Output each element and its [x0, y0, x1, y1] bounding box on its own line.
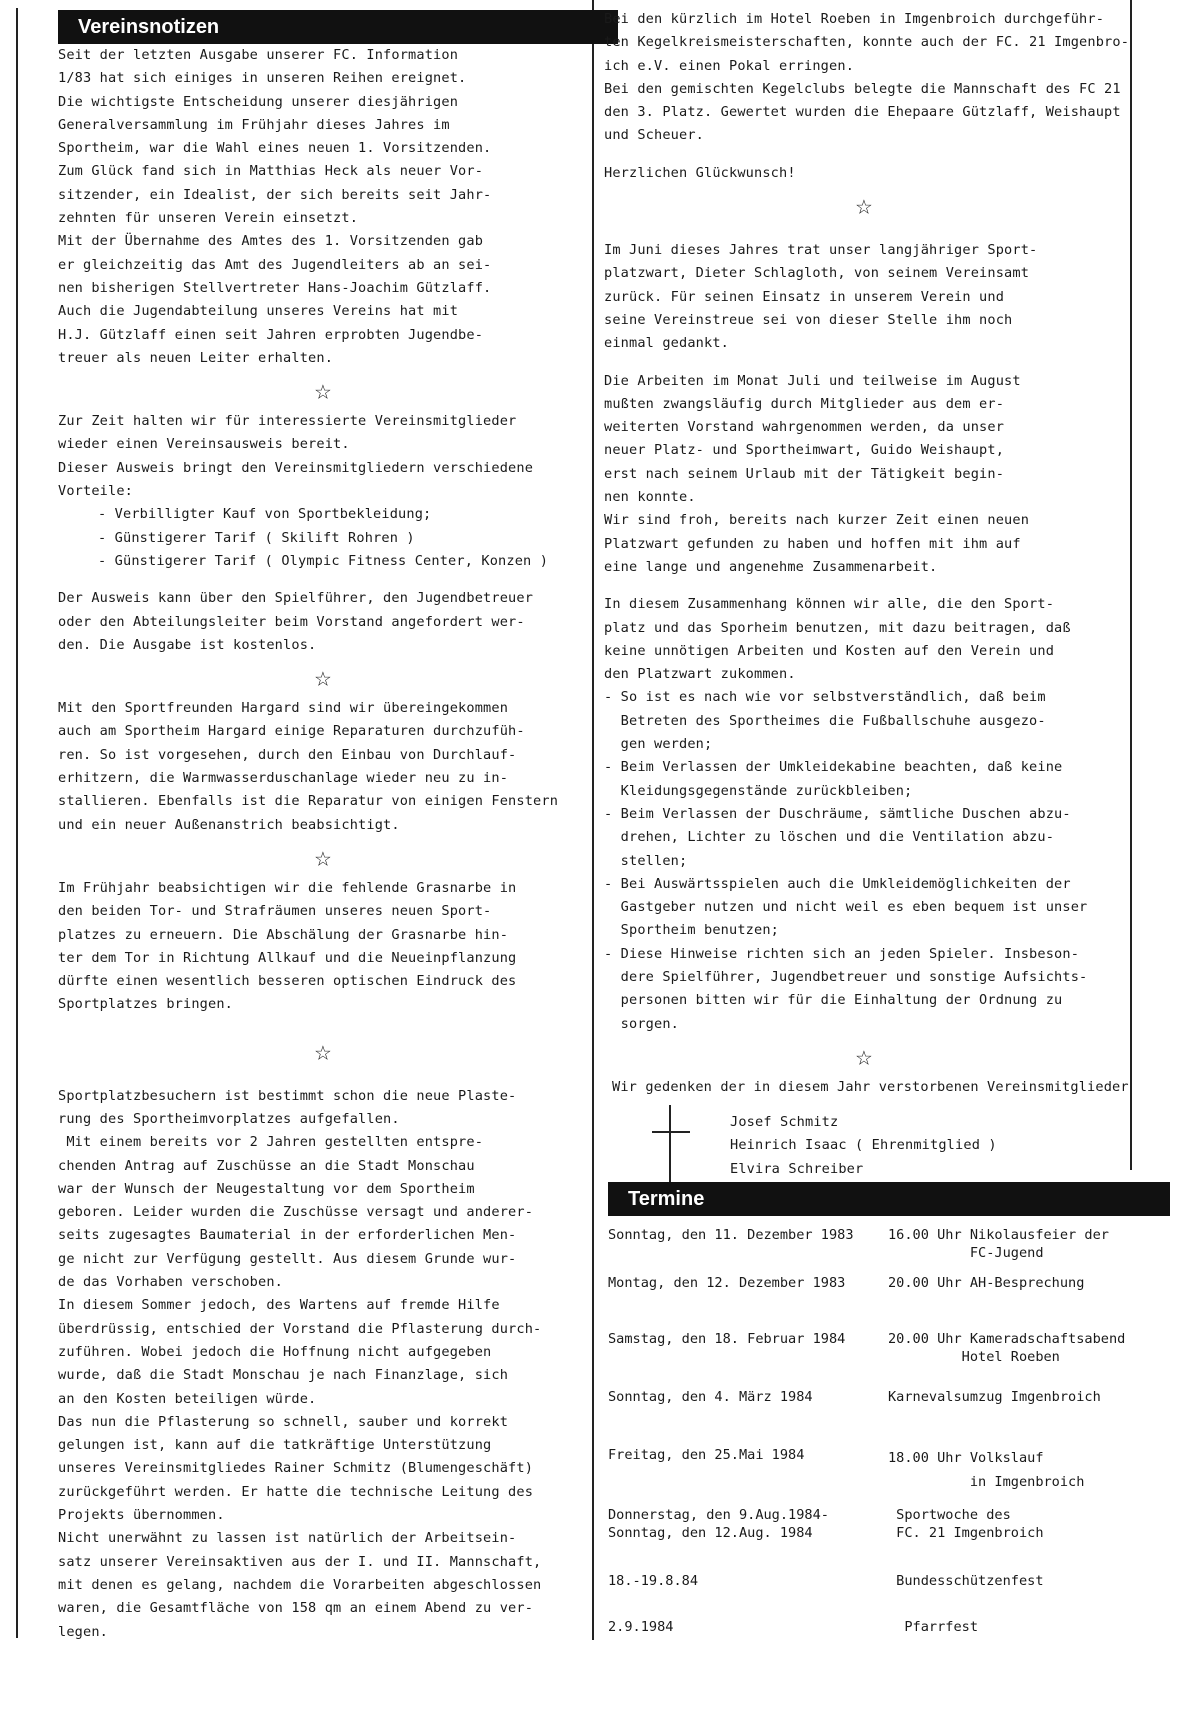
text-line: satz unserer Vereinsaktiven aus der I. und II. Mannschaft, [58, 1553, 542, 1570]
star-divider-icon: ☆ [855, 1038, 873, 1072]
text-line: platz und das Sporheim benutzen, mit dazu beitragen, daß [604, 619, 1071, 636]
termine-date: Montag, den 12. Dezember 1983 [608, 1275, 846, 1291]
text-line: überdrüssig, entschied der Vorstand die Pflasterung durch- [58, 1320, 542, 1337]
text-line: Das nun die Pflasterung so schnell, sauber und korrekt [58, 1413, 509, 1430]
text-line: Sportplatzbesuchern ist bestimmt schon die neue Plaste- [58, 1087, 517, 1104]
text-line: Im Juni dieses Jahres trat unser langjähriger Sport- [604, 242, 1038, 259]
text-line: stallieren. Ebenfalls ist die Reparatur von einigen Fenstern [58, 793, 559, 810]
text-line: Vorteile: [58, 483, 134, 500]
text-line: Projekts übernommen. [58, 1507, 225, 1524]
star-divider-icon: ☆ [314, 660, 332, 694]
termine-heading: Termine [608, 1182, 1170, 1216]
list-item: gen werden; [604, 736, 713, 753]
left-column [58, 44, 588, 1644]
text-line: mußten zwangsläufig durch Mitglieder aus dem er- [604, 395, 1005, 412]
text-line: geboren. Leider wurden die Zuschüsse versagt und anderer- [58, 1204, 534, 1221]
text-line: Mit einem bereits vor 2 Jahren gestellten entspre- [58, 1134, 484, 1151]
text-line: waren, die Gesamtfläche von 158 qm an einem Abend zu ver- [58, 1600, 534, 1617]
list-item: stellen; [604, 852, 688, 869]
list-item: - Beim Verlassen der Duschräume, sämtliche Duschen abzu- [604, 805, 1071, 822]
text-line: Die wichtigste Entscheidung unserer diesjährigen [58, 93, 459, 110]
center-column-rule [592, 0, 594, 1640]
notice-bowling-trophy [604, 8, 1130, 185]
text-line: Wir sind froh, bereits nach kurzer Zeit einen neuen [604, 512, 1030, 529]
notice-groundskeeper-retirement [604, 239, 1124, 355]
text-line: war der Wunsch der Neugestaltung vor dem Sportheim [58, 1180, 475, 1197]
text-line: seits zugesagtes Baumaterial in der erforderlichen Men- [58, 1227, 517, 1244]
right-column-rule [1130, 0, 1132, 1170]
termine-date: 18.-19.8.84 [608, 1573, 699, 1589]
list-item: - So ist es nach wie vor selbstverständlich, daß beim [604, 689, 1046, 706]
star-divider-icon: ☆ [855, 188, 873, 222]
list-item: personen bitten wir für die Einhaltung der Ordnung zu [604, 992, 1063, 1009]
text-line: ich e.V. einen Pokal erringen. [604, 57, 855, 74]
text-line: eine lange und angenehme Zusammenarbeit. [604, 558, 938, 575]
vereinsnotizen-heading: Vereinsnotizen [58, 10, 618, 44]
text-line: platzes zu erneuern. Die Abschälung der Grasnarbe hin- [58, 926, 509, 943]
memorial-intro: Wir gedenken der in diesem Jahr verstorbenen Vereinsmitglieder [612, 1078, 1129, 1095]
text-line: Sportheim, war die Wahl eines neuen 1. Vorsitzenden. [58, 140, 492, 157]
text-line: nen konnte. [604, 489, 696, 506]
list-item: Sportheim benutzen; [604, 922, 780, 939]
notice-hargard-repairs [58, 697, 588, 837]
termine-date: Samstag, den 18. Februar 1984 [608, 1331, 846, 1347]
text-line: sitzender, ein Idealist, der sich bereits seit Jahr- [58, 186, 492, 203]
star-divider-icon: ☆ [314, 1033, 332, 1067]
termine-event: 20.00 Uhr Kameradschaftsabend Hotel Roeben [888, 1331, 1126, 1365]
text-line: den Platzwart zukommen. [604, 666, 796, 683]
text-line: chenden Antrag auf Zuschüsse an die Stadt Monschau [58, 1157, 475, 1174]
termine-date: Sonntag, den 4. März 1984 [608, 1389, 813, 1405]
text-line: er gleichzeitig das Amt des Jugendleiters ab an sei- [58, 256, 492, 273]
left-column-rule [16, 8, 18, 1638]
list-item: drehen, Lichter zu löschen und die Ventilation abzu- [604, 829, 1055, 846]
text-line: Nicht unerwähnt zu lassen ist natürlich der Arbeitsein- [58, 1530, 517, 1547]
text-line: ten Kegelkreismeisterschaften, konnte auch der FC. 21 Imgenbro- [604, 34, 1130, 51]
notice-house-rules [604, 593, 1124, 1036]
notice-new-groundskeeper [604, 370, 1124, 580]
text-line: einmal gedankt. [604, 335, 730, 352]
list-item: Kleidungsgegenstände zurückbleiben; [604, 782, 913, 799]
notice-paving [58, 1085, 588, 1644]
list-item: Betreten des Sportheimes die Fußballschuhe ausgezo- [604, 712, 1046, 729]
termine-event: Pfarrfest [888, 1619, 979, 1635]
termine-date: Sonntag, den 11. Dezember 1983 [608, 1227, 854, 1243]
text-line: Im Frühjahr beabsichtigen wir die fehlende Grasnarbe in [58, 879, 517, 896]
notice-turf-renewal [58, 877, 588, 1017]
text-line: Mit der Übernahme des Amtes des 1. Vorsitzenden gab [58, 233, 484, 250]
text-line: rung des Sportheimvorplatzes aufgefallen. [58, 1110, 400, 1127]
list-item: - Bei Auswärtsspielen auch die Umkleidemöglichkeiten der [604, 875, 1071, 892]
text-line: ren. So ist vorgesehen, durch den Einbau von Durchlauf- [58, 746, 517, 763]
list-item: dere Spielführer, Jugendbetreuer und sonstige Aufsichts- [604, 968, 1088, 985]
text-line: Auch die Jugendabteilung unseres Vereins hat mit [58, 303, 459, 320]
termine-date: Donnerstag, den 9.Aug.1984- Sonntag, den 12.Aug. 1984 [608, 1507, 829, 1541]
text-line: Generalversammlung im Frühjahr dieses Jahres im [58, 116, 450, 133]
list-item: - Verbilligter Kauf von Sportbekleidung; [98, 506, 432, 523]
text-line: oder den Abteilungsleiter beim Vorstand angefordert wer- [58, 613, 525, 630]
termine-event: Bundesschützenfest [888, 1573, 1044, 1589]
text-line: legen. [58, 1623, 109, 1640]
text-line: H.J. Gützlaff einen seit Jahren erprobten Jugendbe- [58, 326, 484, 343]
list-item: - Beim Verlassen der Umkleidekabine beachten, daß keine [604, 759, 1063, 776]
termine-event: 20.00 Uhr AH-Besprechung [888, 1275, 1085, 1291]
text-line: de das Vorhaben verschoben. [58, 1274, 284, 1291]
text-line: Platzwart gefunden zu haben und hoffen mit ihm auf [604, 535, 1021, 552]
text-line: an den Kosten beteiligen würde. [58, 1390, 317, 1407]
list-item: - Günstigerer Tarif ( Skilift Rohren ) [98, 529, 415, 546]
text-line: seine Vereinstreue sei von dieser Stelle ihm noch [604, 311, 1013, 328]
text-line: Bei den gemischten Kegelclubs belegte die Mannschaft des FC 21 [604, 80, 1121, 97]
text-line: erst nach seinem Urlaub mit der Tätigkeit begin- [604, 465, 1005, 482]
text-line: keine unnötigen Arbeiten und Kosten auf den Verein und [604, 642, 1055, 659]
text-line: wieder einen Vereinsausweis bereit. [58, 436, 350, 453]
text-line: erhitzern, die Warmwasserduschanlage wieder neu zu in- [58, 770, 509, 787]
text-line: auch am Sportheim Hargard einige Reparaturen durchzufüh- [58, 723, 525, 740]
memorial-name: Josef Schmitz [730, 1114, 839, 1131]
text-line: gelungen ist, kann auf die tatkräftige Unterstützung [58, 1437, 492, 1454]
text-line: Zur Zeit halten wir für interessierte Vereinsmitglieder [58, 413, 517, 430]
text-line: weiterten Vorstand wahrgenommen werden, da unser [604, 419, 1005, 436]
text-line: 1/83 hat sich einiges in unseren Reihen ereignet. [58, 70, 467, 87]
text-line: den. Die Ausgabe ist kostenlos. [58, 636, 317, 653]
text-line: Bei den kürzlich im Hotel Roeben in Imgenbroich durchgeführ- [604, 11, 1105, 27]
text-line: und ein neuer Außenanstrich beabsichtigt. [58, 816, 400, 833]
text-line: zehnten für unseren Verein einsetzt. [58, 210, 359, 227]
text-line: zuführen. Wobei jedoch die Hoffnung nicht aufgegeben [58, 1343, 492, 1360]
text-line: den 3. Platz. Gewertet wurden die Ehepaare Gützlaff, Weishaupt [604, 104, 1121, 121]
text-line: Die Arbeiten im Monat Juli und teilweise im August [604, 372, 1021, 389]
text-line: In diesem Sommer jedoch, des Wartens auf fremde Hilfe [58, 1297, 500, 1314]
text-line: den beiden Tor- und Strafräumen unseres neuen Sport- [58, 903, 492, 920]
text-line: neuer Platz- und Sportheimwart, Guido Weishaupt, [604, 442, 1005, 459]
list-item: - Diese Hinweise richten sich an jeden Spieler. Insbeson- [604, 945, 1080, 962]
memorial-name: Heinrich Isaac ( Ehrenmitglied ) [730, 1137, 997, 1154]
cross-icon [669, 1105, 671, 1189]
text-line: nen bisherigen Stellvertreter Hans-Joachim Gützlaff. [58, 279, 492, 296]
star-divider-icon: ☆ [314, 373, 332, 407]
list-item: - Günstigerer Tarif ( Olympic Fitness Center, Konzen ) [98, 552, 549, 569]
notice-membership-card [58, 410, 588, 657]
text-line: Sportplatzes bringen. [58, 996, 234, 1013]
memorial-names [730, 1111, 997, 1181]
text-line: ter dem Tor in Richtung Allkauf und die Neueinpflanzung [58, 949, 517, 966]
text-line: Zum Glück fand sich in Matthias Heck als neuer Vor- [58, 163, 484, 180]
text-line: platzwart, Dieter Schlagloth, von seinem Vereinsamt [604, 265, 1030, 282]
text-line: Der Ausweis kann über den Spielführer, den Jugendbetreuer [58, 590, 534, 607]
text-line: wurde, daß die Stadt Monschau je nach Finanzlage, sich [58, 1367, 509, 1384]
text-line: unseres Vereinsmitgliedes Rainer Schmitz (Blumengeschäft) [58, 1460, 534, 1477]
list-item: Gastgeber nutzen und nicht weil es eben bequem ist unser [604, 899, 1088, 916]
text-line: zurückgeführt werden. Er hatte die technische Leitung des [58, 1483, 534, 1500]
text-line: Mit den Sportfreunden Hargard sind wir übereingekommen [58, 700, 509, 717]
text-line: dürfte einen wesentlich besseren optischen Eindruck des [58, 973, 517, 990]
memorial-name: Elvira Schreiber [730, 1160, 864, 1177]
text-line: zurück. Für seinen Einsatz in unserem Verein und [604, 288, 1005, 305]
notice-membership-changes [58, 44, 588, 370]
termine-event: Sportwoche des FC. 21 Imgenbroich [896, 1507, 1044, 1541]
termine-event: 18.00 Uhr Volkslauf in Imgenbroich [888, 1450, 1085, 1490]
text-line: treuer als neuen Leiter erhalten. [58, 349, 334, 366]
right-column [604, 8, 1130, 1205]
text-line: mit denen es gelang, nachdem die Vorarbeiten abgeschlossen [58, 1576, 542, 1593]
text-line: In diesem Zusammenhang können wir alle, die den Sport- [604, 596, 1055, 613]
termine-date: Freitag, den 25.Mai 1984 [608, 1447, 805, 1463]
text-line: Dieser Ausweis bringt den Vereinsmitgliedern verschiedene [58, 459, 534, 476]
star-divider-icon: ☆ [314, 839, 332, 873]
congratulations-text: Herzlichen Glückwunsch! [604, 164, 796, 181]
text-line: ge nicht zur Verfügung gestellt. Aus diesem Grunde wur- [58, 1250, 517, 1267]
termine-date: 2.9.1984 [608, 1619, 674, 1635]
list-item: sorgen. [604, 1015, 680, 1032]
text-line: Seit der letzten Ausgabe unserer FC. Information [58, 47, 459, 63]
termine-event: 16.00 Uhr Nikolausfeier der FC-Jugend [888, 1227, 1109, 1261]
text-line: und Scheuer. [604, 127, 705, 144]
termine-event: Karnevalsumzug Imgenbroich [888, 1389, 1101, 1405]
